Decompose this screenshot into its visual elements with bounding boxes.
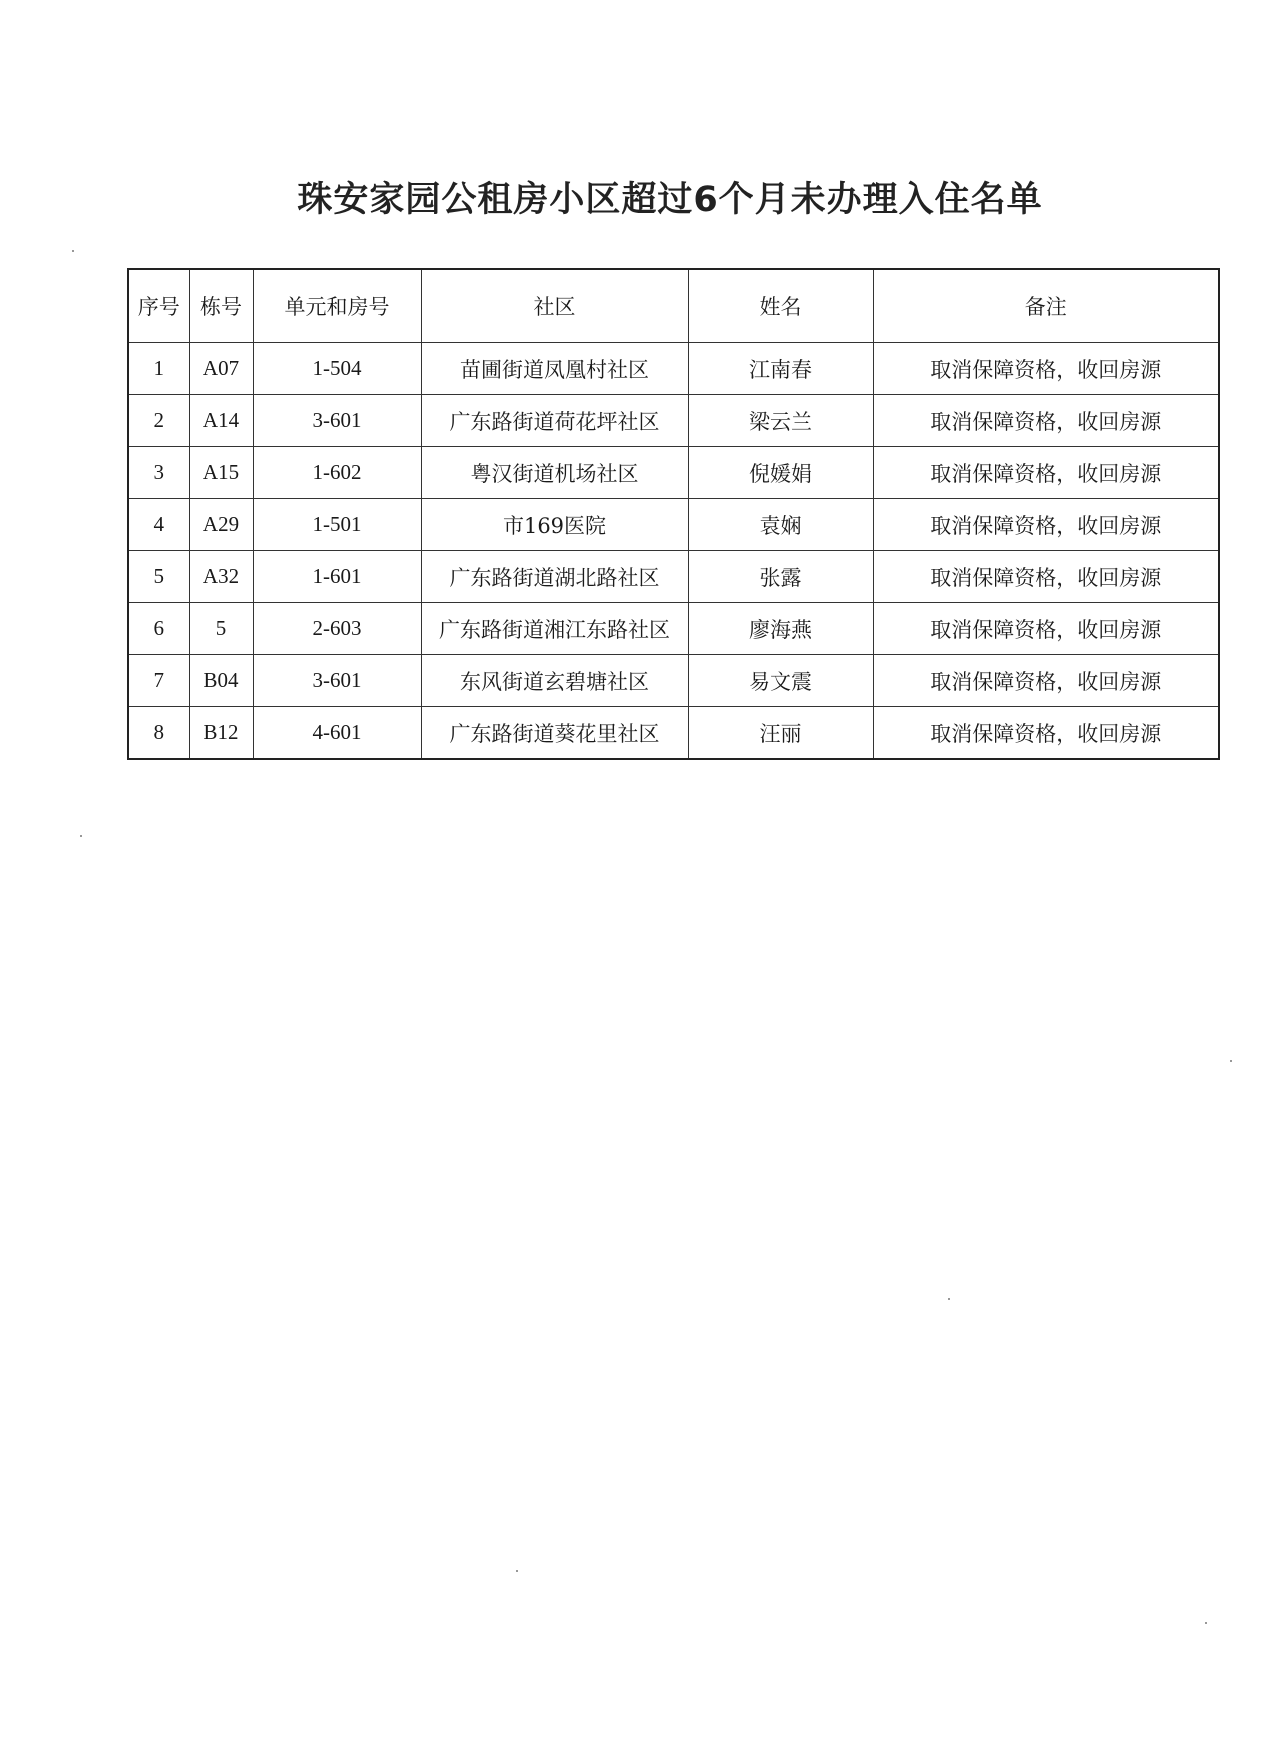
cell-unit: 1-601	[253, 551, 421, 603]
cell-remark: 取消保障资格，收回房源	[873, 343, 1219, 395]
cell-building: A32	[189, 551, 253, 603]
cell-remark: 取消保障资格，收回房源	[873, 447, 1219, 499]
table-row	[128, 707, 1219, 760]
header-serial: 序号	[128, 269, 189, 343]
table-row	[128, 499, 1219, 551]
cell-community: 苗圃街道凤凰村社区	[421, 343, 688, 395]
scan-speck	[1205, 1622, 1207, 1624]
cell-serial: 8	[128, 707, 189, 760]
cell-building: A15	[189, 447, 253, 499]
cell-unit: 1-504	[253, 343, 421, 395]
cell-remark: 取消保障资格，收回房源	[873, 707, 1219, 760]
page-title: 珠安家园公租房小区超过6个月未办理入住名单	[297, 180, 1043, 220]
cell-building: A14	[189, 395, 253, 447]
header-remark: 备注	[873, 269, 1219, 343]
cell-serial: 4	[128, 499, 189, 551]
cell-name: 江南春	[688, 343, 873, 395]
cell-community: 广东路街道湖北路社区	[421, 551, 688, 603]
cell-community: 广东路街道湘江东路社区	[421, 603, 688, 655]
cell-building: B04	[189, 655, 253, 707]
cell-serial: 5	[128, 551, 189, 603]
header-unit: 单元和房号	[253, 269, 421, 343]
cell-unit: 2-603	[253, 603, 421, 655]
cell-serial: 6	[128, 603, 189, 655]
table-row	[128, 551, 1219, 603]
cell-name: 汪丽	[688, 707, 873, 760]
cell-building: 5	[189, 603, 253, 655]
cell-remark: 取消保障资格，收回房源	[873, 551, 1219, 603]
cell-building: B12	[189, 707, 253, 760]
cell-serial: 2	[128, 395, 189, 447]
cell-building: A07	[189, 343, 253, 395]
cell-unit: 3-601	[253, 395, 421, 447]
cell-unit: 3-601	[253, 655, 421, 707]
cell-building: A29	[189, 499, 253, 551]
scan-speck	[948, 1298, 950, 1300]
scan-speck	[1230, 1060, 1232, 1062]
table-row	[128, 343, 1219, 395]
cell-remark: 取消保障资格，收回房源	[873, 655, 1219, 707]
scan-speck	[72, 250, 74, 252]
cell-community: 广东路街道葵花里社区	[421, 707, 688, 760]
cell-name: 梁云兰	[688, 395, 873, 447]
cell-serial: 1	[128, 343, 189, 395]
cell-name: 易文震	[688, 655, 873, 707]
scan-speck	[80, 835, 82, 837]
header-name: 姓名	[688, 269, 873, 343]
roster-table	[127, 268, 1220, 760]
cell-serial: 3	[128, 447, 189, 499]
cell-name: 袁娴	[688, 499, 873, 551]
cell-remark: 取消保障资格，收回房源	[873, 395, 1219, 447]
header-building: 栋号	[189, 269, 253, 343]
cell-unit: 1-501	[253, 499, 421, 551]
table-header-row	[128, 269, 1219, 343]
header-community: 社区	[421, 269, 688, 343]
cell-remark: 取消保障资格，收回房源	[873, 499, 1219, 551]
scan-speck	[516, 1570, 518, 1572]
table-row	[128, 395, 1219, 447]
cell-community: 广东路街道荷花坪社区	[421, 395, 688, 447]
table-row	[128, 655, 1219, 707]
cell-community: 粤汉街道机场社区	[421, 447, 688, 499]
cell-community: 市169医院	[421, 499, 688, 551]
cell-name: 倪媛娟	[688, 447, 873, 499]
table-row	[128, 447, 1219, 499]
cell-community: 东风街道玄碧塘社区	[421, 655, 688, 707]
cell-remark: 取消保障资格，收回房源	[873, 603, 1219, 655]
table-row	[128, 603, 1219, 655]
cell-unit: 1-602	[253, 447, 421, 499]
cell-name: 张露	[688, 551, 873, 603]
cell-serial: 7	[128, 655, 189, 707]
cell-name: 廖海燕	[688, 603, 873, 655]
cell-unit: 4-601	[253, 707, 421, 760]
